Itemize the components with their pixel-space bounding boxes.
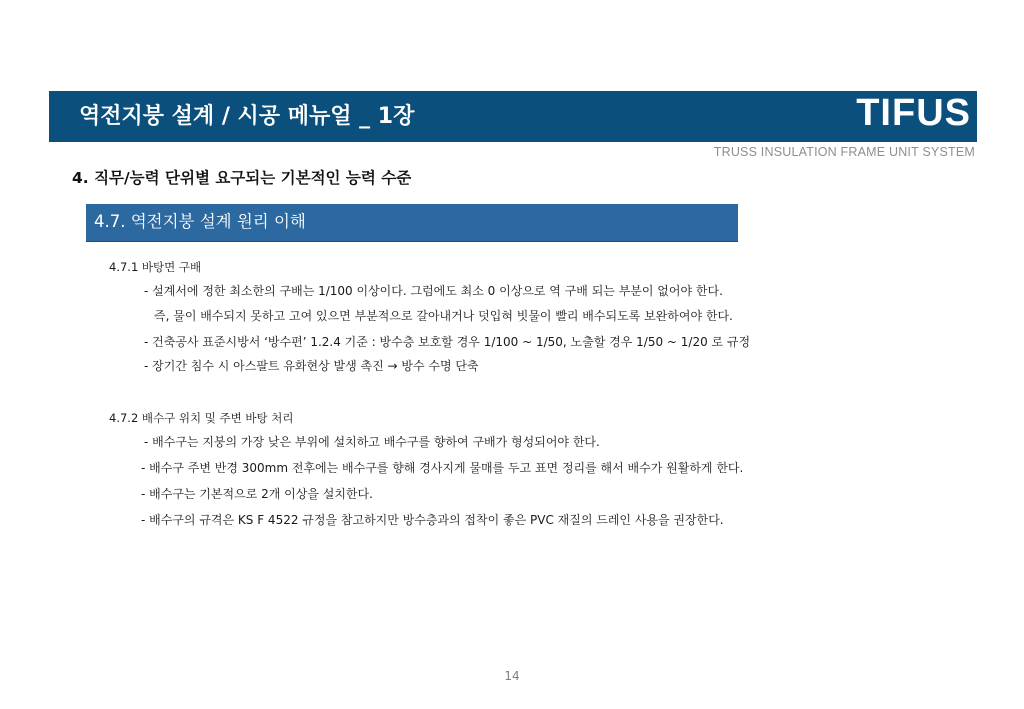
bullet-line: - 배수구는 지붕의 가장 낮은 부위에 설치하고 배수구를 향하여 구배가 형성되어야 한다. xyxy=(144,435,600,449)
bullet-line: - 건축공사 표준시방서 ‘방수편’ 1.2.4 기준 : 방수층 보호할 경우 1/100 ~ 1/50, 노출할 경우 1/50 ~ 1/20 로 규정 xyxy=(144,335,751,349)
bullet-line: - 장기간 침수 시 아스팔트 유화현상 발생 촉진 → 방수 수명 단축 xyxy=(144,359,479,373)
block-heading-drain: 4.7.2 배수구 위치 및 주변 바탕 처리 xyxy=(109,411,294,425)
bullet-line-continuation: 즉, 물이 배수되지 못하고 고여 있으면 부분적으로 갈아내거나 덧입혀 빗물이 빨리 배수되도록 보완하여야 한다. xyxy=(154,309,733,323)
bullet-line: - 설계서에 정한 최소한의 구배는 1/100 이상이다. 그럼에도 최소 0 이상으로 역 구배 되는 부분이 없어야 한다. xyxy=(144,284,723,298)
block-heading-slope: 4.7.1 바탕면 구배 xyxy=(109,260,202,274)
subsection-title: 4.7. 역전지붕 설계 원리 이해 xyxy=(94,212,306,231)
subsection-bar xyxy=(86,204,738,242)
bullet-line: - 배수구 주변 반경 300mm 전후에는 배수구를 향해 경사지게 물매를 두고 표면 정리를 해서 배수가 원활하게 한다. xyxy=(141,461,744,475)
section-title: 4. 직무/능력 단위별 요구되는 기본적인 능력 수준 xyxy=(72,169,412,187)
bullet-line: - 배수구의 규격은 KS F 4522 규정을 참고하지만 방수층과의 접착이 좋은 PVC 재질의 드레인 사용을 권장한다. xyxy=(141,513,724,527)
page-number: 14 xyxy=(504,669,520,683)
tifus-logo: TIFUS xyxy=(856,92,971,134)
bullet-line: - 배수구는 기본적으로 2개 이상을 설치한다. xyxy=(141,487,373,501)
logo-tagline: TRUSS INSULATION FRAME UNIT SYSTEM xyxy=(713,145,975,159)
header-bar xyxy=(49,91,977,142)
document-title: 역전지붕 설계 / 시공 메뉴얼 _ 1장 xyxy=(79,104,415,129)
